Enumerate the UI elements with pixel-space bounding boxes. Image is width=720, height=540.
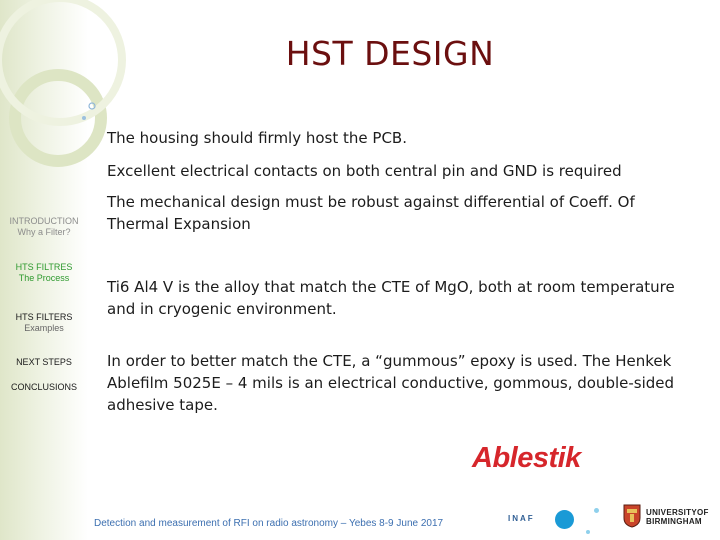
university-line-1: UNIVERSITYOF xyxy=(646,508,709,517)
nav-item-next-steps[interactable] xyxy=(0,357,88,368)
body-paragraph: In order to better match the CTE, a “gummous” epoxy is used. The Henkek Ablefilm 5025E – 4 mils is an electrical conductive, gommous, double-sided adhesive tape. xyxy=(107,352,675,414)
nav-item-introduction[interactable] xyxy=(0,216,88,238)
footer-text: Detection and measurement of RFI on radio astronomy – Yebes 8-9 June 2017 xyxy=(94,518,444,529)
nav-item-conclusions[interactable] xyxy=(0,382,88,393)
nav-item-hts-filters[interactable] xyxy=(0,312,88,334)
body-paragraph: Ti6 Al4 V is the alloy that match the CTE of MgO, both at room temperature and in cryogenic environment. xyxy=(107,278,675,318)
body-paragraph: Excellent electrical contacts on both central pin and GND is required xyxy=(107,162,622,180)
inaf-logo: INAF xyxy=(508,514,535,523)
blue-circle-logo-icon xyxy=(555,510,574,529)
nav-item-label: NEXT STEPS xyxy=(16,357,72,367)
small-dot-icon xyxy=(594,508,599,513)
body-paragraph: The housing should firmly host the PCB. xyxy=(107,129,407,147)
body-paragraph: The mechanical design must be robust against differential of Coeff. Of Thermal Expansion xyxy=(107,193,635,233)
nav-item-sublabel: The Process xyxy=(18,273,70,283)
nav-item-label: HTS FILTRES xyxy=(15,262,73,272)
nav-item-hts-filtres[interactable] xyxy=(0,262,88,284)
nav-item-sublabel: Why a Filter? xyxy=(17,227,71,237)
ablestik-logo: Ablestik xyxy=(472,442,581,474)
page-title: HST DESIGN xyxy=(285,34,495,73)
nav-item-sublabel: Examples xyxy=(24,323,64,333)
nav-item-label: CONCLUSIONS xyxy=(10,382,77,392)
university-of-birmingham-logo xyxy=(646,508,709,526)
nav-item-label: INTRODUCTION xyxy=(9,216,79,226)
nav-item-label: HTS FILTERS xyxy=(15,312,73,322)
small-dot-icon xyxy=(586,530,590,534)
university-crest-icon xyxy=(623,504,641,528)
university-line-2: BIRMINGHAM xyxy=(646,517,702,526)
